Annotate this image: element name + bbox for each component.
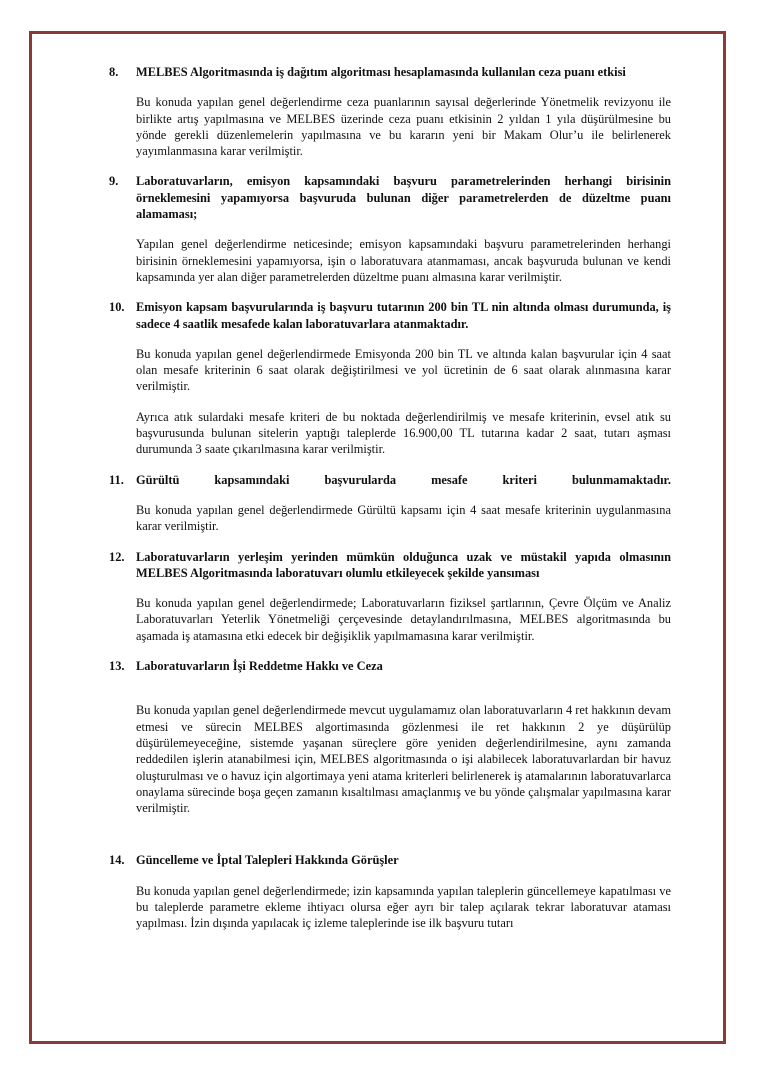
section-heading (109, 173, 671, 222)
section-12 (109, 549, 671, 644)
section-8 (109, 64, 671, 159)
paragraph: Bu konuda yapılan genel değerlendirmede; Laboratuvarların fiziksel şartlarının, Çevre Ölçüm ve Analiz Laboratuvarları Yeterlik Yönetmeliği çerçevesinde detaylandırılmasına, MELBES algoritmasında bu aşamada iş atamasına etki edecek bir değişiklik yapılmamasına karar verilmiştir. (136, 596, 671, 643)
section-number: 14. (109, 853, 125, 868)
paragraph: Ayrıca atık sulardaki mesafe kriteri de bu noktada değerlendirilmiş ve mesafe kriterinin, evsel atık su başvurusunda bulunan sitelerin yaptığı taleplerde 16.900,00 TL tutarına kadar 2 saat, tutarı aşması durumunda 3 saate çıkarılmasına karar verilmiştir. (136, 409, 671, 457)
section-title: MELBES Algoritmasında iş dağıtım algoritması hesaplamasında kullanılan ceza puanı etkisi (136, 65, 626, 79)
section-10 (109, 299, 671, 457)
paragraph: Bu konuda yapılan genel değerlendirmede mevcut uygulamamız olan laboratuvarların 4 ret hakkının devam etmesi ve sürecin MELBES algortimasında gözlenmesi ile ret hakkının 2 ye düşürülüp düşürülemeyeceğine, sistemde yaşanan süreçlere göre yeniden değerlendirilmesine, aynı zamanda reddedilen işlerin atanabilmesi için, MELBES algoritmasında o işi alabilecek laboratuvarlardan bir havuz oluşturulması ve o havuz için algortimaya yeni atama kriterleri belirlenerek iş atamalarının laboratuvarlarca onaylama sürecinde boşa geçen zamanın kısaltılması amaçlanmış ve bu yönde çalışmalar yapılmasına karar verilmiştir. (136, 703, 671, 816)
section-number: 9. (109, 174, 119, 189)
section-9 (109, 173, 671, 285)
section-number: 10. (109, 300, 125, 315)
section-heading (109, 64, 671, 80)
section-11 (109, 472, 671, 535)
paragraph: Bu konuda yapılan genel değerlendirmede; izin kapsamında yapılan taleplerin güncellemeye kapatılması ve bu taleplerde parametre ekleme ihtiyacı olursa eğer ayrı bir talep açılarak tekrar laboratuvar ataması yapılması. İzin dışında yapılacak iç izleme taleplerinde ise ilk başvuru tutarı (136, 883, 671, 931)
section-heading (109, 549, 671, 582)
section-heading (109, 658, 671, 674)
section-number: 12. (109, 549, 125, 564)
paragraph: Bu konuda yapılan genel değerlendirmede Gürültü kapsamı için 4 saat mesafe kriterinin uygulanmasına karar verilmiştir. (136, 502, 671, 534)
document-body (109, 64, 671, 932)
paragraph: Yapılan genel değerlendirme neticesinde; emisyon kapsamındaki başvuru parametrelerinden herhangi birisinin örneklemesini yapamıyorsa, işin o laboratuvara atanmaması, ancak başvuruda bulunan ve kendi kapsamında yer alan diğer parametrelerden düzeltme puanı almasına karar verilmiştir. (136, 237, 671, 284)
section-title: Laboratuvarların, emisyon kapsamındaki başvuru parametrelerinden herhangi birisinin örneklemesini yapamıyorsa başvuruda bulunan diğer parametrelerden de düzeltme puanı alamaması; (136, 174, 671, 222)
section-title: Emisyon kapsam başvurularında iş başvuru tutarının 200 bin TL nin altında olması durumunda, iş sadece 4 saatlik mesafede kalan laboratuvarlara atanmaktadır. (136, 300, 671, 331)
section-heading (109, 472, 671, 488)
section-number: 11. (109, 472, 124, 487)
section-title: Gürültü kapsamındaki başvurularda mesafe kriteri bulunmamaktadır. (136, 472, 671, 487)
section-heading (109, 852, 671, 868)
section-title: Laboratuvarların İşi Reddetme Hakkı ve Ceza (136, 659, 383, 674)
paragraph: Bu konuda yapılan genel değerlendirme ceza puanlarının sayısal değerlerinde Yönetmelik revizyonu ile birlikte artış yapılmasına ve MELBES üzerinde ceza puanı etkisinin 2 yıldan 1 yıla düşürülmesine bu yönde gerekli düzenlemelerin yapılmasına ve bu kararın yeni bir Makam Olur’u ile belirlenerek yayımlanmasına karar verilmiştir. (136, 95, 671, 159)
section-number: 13. (109, 659, 125, 674)
section-13 (109, 658, 671, 816)
section-title: Güncelleme ve İptal Talepleri Hakkında Görüşler (136, 853, 399, 868)
section-heading (109, 299, 671, 332)
section-title: Laboratuvarların yerleşim yerinden mümkün olduğunca uzak ve müstakil yapıda olmasının MELBES Algoritmasında laboratuvarı olumlu etkileyecek şekilde yansıması (136, 549, 671, 580)
section-14 (109, 852, 671, 931)
section-number: 8. (109, 65, 119, 79)
paragraph: Bu konuda yapılan genel değerlendirmede Emisyonda 200 bin TL ve altında kalan başvurular için 4 saat olan mesafe kriterinin 6 saat olarak değiştirilmesi ve yol ücretinin de 6 saat olarak alınmasına karar verilmiştir. (136, 346, 671, 394)
